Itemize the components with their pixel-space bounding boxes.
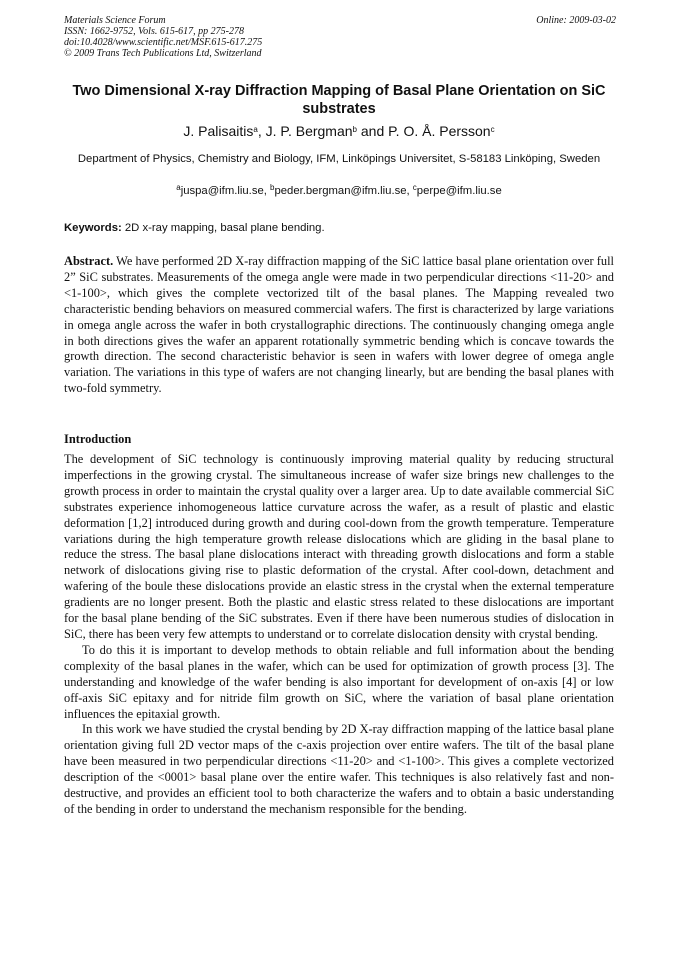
section-heading-introduction: Introduction — [64, 432, 132, 446]
author-name: P. O. Å. Persson — [388, 123, 491, 139]
introduction-body — [64, 452, 614, 818]
author-superscript: b — [352, 125, 357, 134]
abstract-label: Abstract. — [64, 254, 114, 268]
paragraph: The development of SiC technology is continuously improving material quality by reducing structural imperfections in the growing crystal. The simultaneous increase of wafer size brings new challenges to the growth process in order to maintain the crystal quality over a larger area. Up to date available commercial SiC substrates experience inhomogeneous lattice curvature across the wafer, as a result of plastic and elastic deformation [1,2] introduced during growth and during cool-down from the growth temperature. Temperature variations during the high temperature growth release dislocations which are gliding in the basal plane to reduce the stress. The basal plane dislocations interact with threading growth dislocations and form a stable network of dislocations giving rise to plastic deformation of the crystal. After cool-down, detachment and wafering of the boule these dislocations provide an elastic stress in the crystal when the external temperature gradients are no longer present. Both the plastic and elastic stress related to these dislocations are important for the basal plane bending of the SiC substrates. Even if there have been numerous studies of dislocation in SiC, there has been very few attempts to understand or to correlate dislocation density with crystal bending. — [64, 452, 614, 641]
abstract-text: We have performed 2D X-ray diffraction mapping of the SiC lattice basal plane orientation over full 2” SiC substrates. Measurements of the omega angle were made in two perpendicular directions <11-20> and <1-100>, which gives the complete vectorized tilt of the basal planes. The Mapping revealed two characteristic bending behaviors on measured commercial wafers. The first is characterized by large variations in omega angle across the wafer in both crystallographic directions. The continuously changing omega angle in both directions gives the wafer an apparent rotationally symmetric bending which is concave towards the growth direction. The second characteristic behavior is seen in wafers with lower degree of omega angle variation. The variations in this type of wafers are not changing linearly, but are bending the basal planes with two-fold symmetry. — [64, 254, 614, 396]
online-date: Online: 2009-03-02 — [536, 15, 616, 26]
author-separator: , — [257, 123, 266, 139]
paragraph: To do this it is important to develop methods to obtain reliable and full information about the bending complexity of the basal planes in the wafer, which can be used for optimization of growth process [3]. The understanding and knowledge of the wafer bending is also important for development of on-axis [4] or low off-axis SiC epitaxy and for nitride film growth on SiC, where the variation of basal plane orientation influences the epitaxial growth. — [64, 642, 614, 721]
abstract — [64, 254, 614, 397]
keywords-label: Keywords: — [64, 222, 122, 234]
journal-header — [64, 15, 616, 59]
journal-doi: doi:10.4028/www.scientific.net/MSF.615-617.275 — [64, 37, 263, 48]
paragraph: In this work we have studied the crystal bending by 2D X-ray diffraction mapping of the lattice basal plane orientation giving full 2D vector maps of the c-axis projection over entire wafers. The tilt of the basal plane have been measured in two perpendicular directions <11-20> and <1-100>. This gives a complete vectorized description of the <0001> basal plane over the entire wafer. This techniques is also relatively fast and non-destructive, and provides an efficient tool to both characterize the wafers and to obtain a basic understanding of the bending in order to understand the mechanism responsible for the bending. — [64, 722, 614, 816]
affiliation: Department of Physics, Chemistry and Biology, IFM, Linköpings Universitet, S-58183 Linköping, Sweden — [77, 153, 601, 165]
journal-issn: ISSN: 1662-9752, Vols. 615-617, pp 275-278 — [64, 26, 244, 37]
email-superscript: c — [412, 183, 417, 192]
journal-name: Materials Science Forum — [64, 15, 166, 26]
author-name: J. P. Bergman — [265, 123, 353, 139]
journal-copyright: © 2009 Trans Tech Publications Ltd, Switzerland — [64, 48, 262, 59]
author-list — [64, 122, 614, 140]
author-name: J. Palisaitis — [183, 123, 254, 139]
author-superscript: a — [253, 125, 258, 134]
email-link[interactable]: perpe@ifm.liu.se — [416, 185, 502, 197]
email-list — [64, 183, 614, 199]
author-separator: and — [357, 123, 389, 139]
keywords — [64, 220, 614, 236]
email-superscript: a — [176, 183, 181, 192]
paper-title: Two Dimensional X-ray Diffraction Mapping of Basal Plane Orientation on SiC substrates — [72, 83, 606, 117]
keywords-text: 2D x-ray mapping, basal plane bending. — [121, 222, 325, 234]
email-link[interactable]: juspa@ifm.liu.se, — [180, 185, 271, 197]
author-superscript: c — [490, 125, 495, 134]
email-link[interactable]: peder.bergman@ifm.liu.se, — [274, 185, 413, 197]
email-superscript: b — [270, 183, 275, 192]
